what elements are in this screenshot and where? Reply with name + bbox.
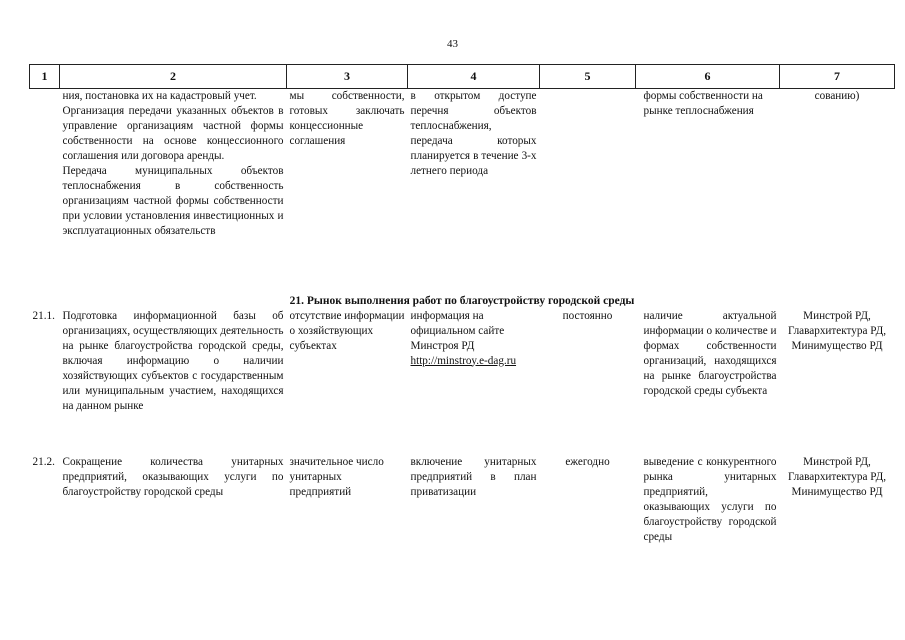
row-deadline: постоянно: [562, 309, 613, 322]
table-row: [30, 455, 895, 555]
continuation-deadline: [540, 89, 636, 294]
row-executor: Минстрой РД, Главархитектура РД, Минимущество РД: [787, 455, 887, 498]
continuation-measure-p1: ния, постановка их на кадастровый учет.: [62, 90, 257, 102]
row-measure: Сокращение количества унитарных предприятий, оказывающих услуги по благоустройству городской среды: [62, 455, 284, 498]
row-indicator: наличие актуальной информации о количестве и формах собственности организаций, находящихся на рынке благоустройства городской среды субъекта: [643, 309, 777, 397]
row-result: [408, 309, 540, 455]
header-col-4: 4: [408, 65, 540, 89]
header-col-6: 6: [636, 65, 780, 89]
row-measure: Подготовка информационной базы об организациях, осуществляющих деятельность на рынке благоустройства городской среды, включая информацию о наличии хозяйствующих субъектов с государственным или муниципальным участием, находящихся на данном рынке: [62, 309, 284, 412]
header-col-5: 5: [540, 65, 636, 89]
header-col-7: 7: [780, 65, 895, 89]
measures-table: [29, 64, 895, 555]
row-executor: Минстрой РД, Главархитектура РД, Минимущество РД: [787, 309, 887, 352]
row-result: включение унитарных предприятий в план приватизации: [410, 455, 537, 498]
continuation-problem: мы собственности, готовых заключать концессионные соглашения: [289, 90, 405, 147]
row-problem: значительное число унитарных предприятий: [289, 455, 384, 498]
row-result-text: информация на официальном сайте Минстроя РД: [410, 309, 505, 352]
continuation-num: [30, 89, 60, 294]
continuation-result: в открытом доступе перечня объектов теплоснабжения, передача которых планируется в течение 3-х летнего периода: [410, 90, 537, 177]
continuation-measure-p2: Организация передачи указанных объектов в управление организациям частной формы собственности на основе концессионного соглашения или договора аренды.: [62, 105, 284, 162]
header-row: [30, 65, 895, 89]
header-col-3: 3: [287, 65, 408, 89]
row-number: 21.2.: [32, 455, 55, 468]
continuation-measure: [60, 89, 287, 294]
page-number: 43: [447, 38, 458, 50]
header-col-2: 2: [60, 65, 287, 89]
row-problem: отсутствие информации о хозяйствующих субъектах: [289, 309, 405, 352]
continuation-measure-p3: Передача муниципальных объектов теплоснабжения в собственность организациям частной формы собственности при условии установления инвестиционных и эксплуатационных обязательств: [62, 165, 284, 237]
minstroy-website-link[interactable]: http://minstroy.e-dag.ru: [410, 354, 517, 367]
table-row: [30, 309, 895, 455]
row-deadline: ежегодно: [565, 455, 610, 468]
continuation-row: [30, 89, 895, 294]
continuation-indicator: формы собственности на рынке теплоснабжения: [643, 90, 763, 117]
row-number: 21.1.: [32, 309, 55, 322]
section-title-row: [30, 294, 895, 309]
section-title: 21. Рынок выполнения работ по благоустройству городской среды: [289, 294, 635, 307]
continuation-executor: сованию): [814, 90, 860, 102]
row-indicator: выведение с конкурентного рынка унитарных предприятий, оказывающих услуги по благоустройству городской среды: [643, 455, 777, 543]
header-col-1: 1: [30, 65, 60, 89]
